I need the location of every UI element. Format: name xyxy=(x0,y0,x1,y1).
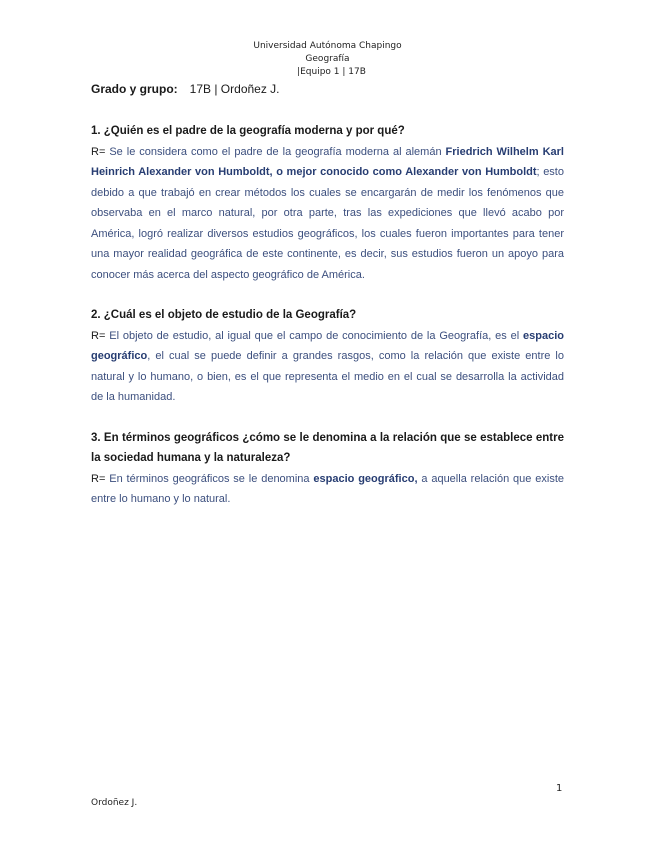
team-label: |Equipo 1 | 17B xyxy=(297,67,366,77)
question-block-3 xyxy=(91,428,564,510)
question-2: 2. ¿Cuál es el objeto de estudio de la Geografía? xyxy=(91,309,357,321)
answer-1-highlight: Friedrich Wilhelm Karl Heinrich Alexander von Humboldt, o mejor conocido como Alexander von Humboldt xyxy=(91,145,564,178)
question-3: 3. En términos geográficos ¿cómo se le denomina a la relación que se establece entre la sociedad humana y la naturaleza? xyxy=(91,431,564,464)
answer-3-highlight: espacio geográfico, xyxy=(313,472,418,485)
answer-label: R= xyxy=(91,472,106,485)
answer-2 xyxy=(91,326,564,408)
answer-2-text-a: El objeto de estudio, al igual que el campo de conocimiento de la Geografía, es el xyxy=(109,329,524,342)
answer-1 xyxy=(91,142,564,286)
question-block-2 xyxy=(91,305,564,408)
question-1: 1. ¿Quién es el padre de la geografía moderna y por qué? xyxy=(91,125,405,137)
answer-3-text-a: En términos geográficos se le denomina xyxy=(109,472,314,485)
grade-group-value: 17B | Ordoñez J. xyxy=(189,82,280,96)
grade-group-label: Grado y grupo: xyxy=(91,82,178,96)
question-block-1 xyxy=(91,121,564,285)
answer-1-text-b: ; esto debido a que trabajó en crear métodos los cuales se encargarán de medir los fenómenos que observaba en el marco natural, por otra parte, tras las expediciones que llevó acabo por América, logró realizar diversos estudios geográficos, los cuales fueron importantes para tener una mayor realidad geográfica de este continente, es decir, sus estudios fueron un apoyo para conocer más acerca del aspecto geográfico de América. xyxy=(91,166,564,281)
grade-group-line xyxy=(91,82,280,96)
subject-name: Geografía xyxy=(305,54,350,64)
answer-1-text-a: Se le considera como el padre de la geografía moderna al alemán xyxy=(109,145,446,158)
page-footer: Ordoñez J. xyxy=(91,798,138,808)
page-number: 1 xyxy=(556,783,563,794)
answer-2-text-b: , el cual se puede definir a grandes rasgos, como la relación que existe entre lo natural y lo humano, o bien, es el que representa el medio en el cual se desarrolla la actividad de la humanidad. xyxy=(91,350,564,403)
answer-label: R= xyxy=(91,145,106,158)
answer-3-text-b: a aquella relación que existe entre lo humano y lo natural. xyxy=(91,472,564,505)
answer-2-highlight: espacio geográfico xyxy=(91,329,564,362)
page-header xyxy=(0,40,655,79)
answer-3 xyxy=(91,469,564,510)
document-body xyxy=(91,121,564,510)
answer-label: R= xyxy=(91,329,106,342)
university-name: Universidad Autónoma Chapingo xyxy=(253,41,402,51)
